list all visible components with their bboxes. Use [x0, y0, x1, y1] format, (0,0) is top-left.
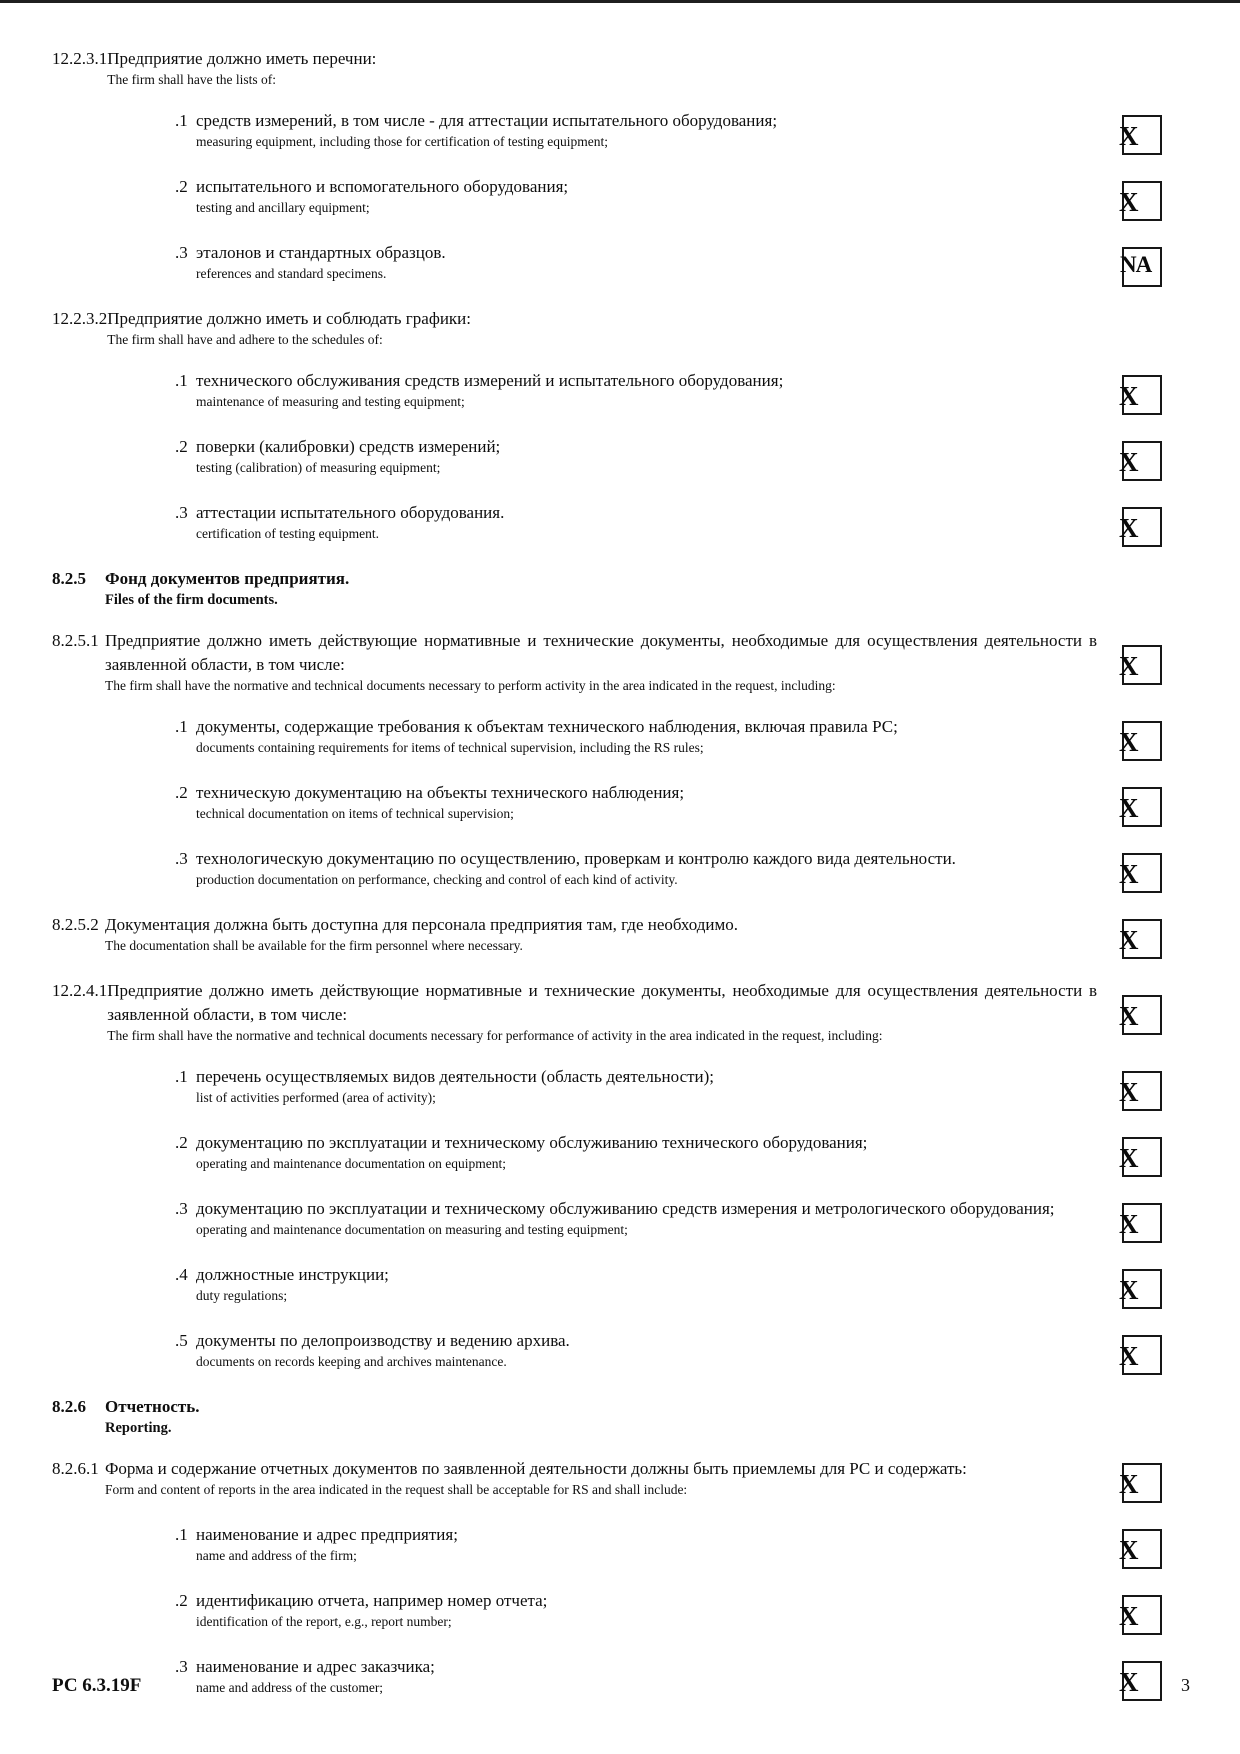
checkbox-mark: X: [1119, 793, 1138, 823]
clause-text-english: maintenance of measuring and testing equipment;: [196, 394, 465, 409]
checkbox-mark: X: [1119, 187, 1138, 217]
checkbox-mark: X: [1119, 727, 1138, 757]
clause-content: [52, 629, 1097, 695]
clause-text-russian: наименование и адрес предприятия;: [196, 1525, 458, 1544]
clause-text-russian: Документация должна быть доступна для персонала предприятия там, где необходимо.: [105, 915, 739, 934]
clause-texts: [105, 1395, 1097, 1437]
checkbox-column: [1097, 715, 1240, 761]
checklist-row: [52, 369, 1240, 415]
clause-content: [52, 1589, 1097, 1635]
clause-number: .4: [175, 1265, 188, 1284]
checkbox-column: [1097, 1131, 1240, 1177]
checklist-row: [52, 1065, 1240, 1111]
checkbox-column: [1097, 1589, 1240, 1635]
checkbox-column: [1097, 307, 1240, 349]
checkbox-column: [1097, 1329, 1240, 1375]
clause-texts: [105, 913, 1097, 959]
clause-number: 8.2.5.2: [52, 915, 99, 934]
checklist-row: [52, 913, 1240, 959]
clause-text-english: testing (calibration) of measuring equipment;: [196, 460, 441, 475]
clause-text-russian: технологическую документацию по осуществлению, проверкам и контролю каждого вида деятельности.: [196, 849, 956, 868]
checkbox[interactable]: [1119, 919, 1162, 959]
checklist-row: [52, 1457, 1240, 1503]
checkbox-column: [1097, 1065, 1240, 1111]
clause-number: .3: [175, 503, 188, 522]
checkbox[interactable]: [1119, 1071, 1162, 1111]
clause-texts: [105, 567, 1097, 609]
checkbox-mark: X: [1119, 651, 1138, 681]
checkbox-column: [1097, 979, 1240, 1045]
clause-texts: [107, 307, 1097, 349]
checkbox-mark: X: [1119, 447, 1138, 477]
clause-texts: [196, 1197, 1097, 1243]
checkbox-mark: X: [1119, 1341, 1138, 1371]
checkbox-column: [1097, 567, 1240, 609]
clause-content: [52, 1395, 1097, 1437]
checkbox[interactable]: [1119, 853, 1162, 893]
checkbox[interactable]: [1119, 1203, 1162, 1243]
clause-number: .2: [175, 437, 188, 456]
checkbox-column: [1097, 435, 1240, 481]
checkbox[interactable]: [1119, 1137, 1162, 1177]
clause-text-russian: Предприятие должно иметь перечни:: [107, 49, 377, 68]
clause-texts: [196, 175, 1097, 221]
checkbox[interactable]: [1119, 1529, 1162, 1569]
clause-text-russian: средств измерений, в том числе - для аттестации испытательного оборудования;: [196, 111, 778, 130]
checkbox[interactable]: [1119, 1595, 1162, 1635]
clause-number: 8.2.5.1: [52, 631, 99, 650]
checkbox-mark: X: [1119, 1667, 1138, 1697]
checklist-row: [52, 1131, 1240, 1177]
clause-text-russian: идентификацию отчета, например номер отчета;: [196, 1591, 548, 1610]
clause-content: [52, 781, 1097, 827]
checklist-row: [52, 567, 1240, 609]
clause-content: [52, 1197, 1097, 1243]
checklist-row: [52, 307, 1240, 349]
clause-texts: [105, 629, 1097, 695]
clause-texts: [196, 1589, 1097, 1635]
clause-number: 8.2.5: [52, 569, 86, 588]
clause-text-english: documents on records keeping and archives maintenance.: [196, 1354, 507, 1369]
clause-text-russian: документацию по эксплуатации и техническому обслуживанию технического оборудования;: [196, 1133, 868, 1152]
checkbox[interactable]: [1119, 645, 1162, 685]
checkbox-column: [1097, 109, 1240, 155]
clause-number: 12.2.4.1: [52, 981, 108, 1000]
clause-texts: [105, 1457, 1097, 1503]
clause-texts: [196, 369, 1097, 415]
checklist-row: [52, 1197, 1240, 1243]
clause-text-english: The firm shall have the normative and technical documents necessary for performance of activity in the area indicated in the request, including:: [107, 1028, 883, 1043]
clause-text-english: production documentation on performance, checking and control of each kind of activity.: [196, 872, 678, 887]
checkbox[interactable]: [1119, 507, 1162, 547]
clause-content: [52, 109, 1097, 155]
clause-content: [52, 501, 1097, 547]
checkbox-column: [1097, 1523, 1240, 1569]
checklist-row: [52, 109, 1240, 155]
clause-texts: [196, 1131, 1097, 1177]
checkbox-column: [1097, 629, 1240, 695]
clause-text-english: testing and ancillary equipment;: [196, 200, 370, 215]
page-footer: [52, 1675, 1190, 1697]
checkbox-column: [1097, 1263, 1240, 1309]
clause-text-english: operating and maintenance documentation on equipment;: [196, 1156, 507, 1171]
clause-content: [52, 47, 1097, 89]
clause-text-english: references and standard specimens.: [196, 266, 387, 281]
checklist-body: [52, 47, 1240, 1701]
clause-content: [52, 847, 1097, 893]
clause-number: .2: [175, 177, 188, 196]
checklist-row: [52, 47, 1240, 89]
clause-texts: [196, 1523, 1097, 1569]
clause-content: [52, 241, 1097, 287]
checkbox-mark: X: [1119, 381, 1138, 411]
clause-texts: [107, 47, 1097, 89]
checkbox-mark: X: [1119, 1077, 1138, 1107]
clause-text-english: duty regulations;: [196, 1288, 288, 1303]
clause-content: [52, 1263, 1097, 1309]
clause-text-english: technical documentation on items of technical supervision;: [196, 806, 514, 821]
clause-number: .2: [175, 1591, 188, 1610]
checkbox[interactable]: [1119, 1335, 1162, 1375]
clause-text-english: name and address of the customer;: [196, 1680, 384, 1695]
clause-number: .1: [175, 111, 188, 130]
clause-text-english: The firm shall have the lists of:: [107, 72, 276, 87]
clause-content: [52, 567, 1097, 609]
checklist-row: [52, 1523, 1240, 1569]
clause-number: .1: [175, 717, 188, 736]
clause-text-russian: должностные инструкции;: [196, 1265, 389, 1284]
clause-number: .2: [175, 1133, 188, 1152]
clause-text-russian: документы, содержащие требования к объектам технического наблюдения, включая правила РС;: [196, 717, 898, 736]
clause-number: 12.2.3.1: [52, 49, 108, 68]
checkbox[interactable]: [1119, 995, 1162, 1035]
clause-content: [52, 307, 1097, 349]
checkbox[interactable]: [1119, 1269, 1162, 1309]
clause-text-english: The documentation shall be available for the firm personnel where necessary.: [105, 938, 523, 953]
checkbox[interactable]: [1119, 721, 1162, 761]
clause-text-russian: документацию по эксплуатации и техническому обслуживанию средств измерения и метрологического оборудования;: [196, 1199, 1055, 1218]
checklist-row: [52, 1395, 1240, 1437]
clause-text-english: Files of the firm documents.: [105, 592, 278, 608]
clause-content: [52, 1523, 1097, 1569]
clause-text-russian: Предприятие должно иметь действующие нормативные и технические документы, необходимые для осуществления деятельности в заявленной области, в том числе:: [105, 631, 1097, 674]
checkbox-column: [1097, 175, 1240, 221]
clause-text-english: operating and maintenance documentation on measuring and testing equipment;: [196, 1222, 628, 1237]
checkbox-column: [1097, 913, 1240, 959]
checkbox-column: [1097, 1457, 1240, 1503]
clause-texts: [196, 1065, 1097, 1111]
clause-content: [52, 1457, 1097, 1503]
clause-number: .3: [175, 243, 188, 262]
clause-text-english: name and address of the firm;: [196, 1548, 357, 1563]
clause-number: .1: [175, 1067, 188, 1086]
checklist-row: [52, 847, 1240, 893]
checkbox-mark: NA: [1120, 252, 1152, 277]
clause-text-russian: Отчетность.: [105, 1397, 200, 1416]
checkbox[interactable]: [1119, 441, 1162, 481]
checkbox-mark: X: [1119, 859, 1138, 889]
checkbox-mark: X: [1119, 1601, 1138, 1631]
clause-text-english: Form and content of reports in the area indicated in the request shall be acceptable for RS and shall include:: [105, 1482, 688, 1497]
clause-texts: [196, 109, 1097, 155]
checkbox-mark: X: [1119, 1275, 1138, 1305]
clause-text-english: list of activities performed (area of activity);: [196, 1090, 436, 1105]
clause-text-russian: эталонов и стандартных образцов.: [196, 243, 446, 262]
clause-texts: [107, 979, 1097, 1045]
clause-texts: [196, 1263, 1097, 1309]
clause-number: .3: [175, 849, 188, 868]
checkbox-column: [1097, 847, 1240, 893]
clause-number: .1: [175, 1525, 188, 1544]
clause-number: .3: [175, 1657, 188, 1676]
clause-content: [52, 369, 1097, 415]
clause-text-russian: техническую документацию на объекты технического наблюдения;: [196, 783, 685, 802]
checklist-row: [52, 1589, 1240, 1635]
checklist-row: [52, 1329, 1240, 1375]
checklist-row: [52, 175, 1240, 221]
clause-content: [52, 715, 1097, 761]
checkbox-column: [1097, 1395, 1240, 1437]
checkbox-column: [1097, 781, 1240, 827]
clause-text-russian: документы по делопроизводству и ведению архива.: [196, 1331, 570, 1350]
checkbox[interactable]: [1119, 1463, 1162, 1503]
clause-text-russian: Предприятие должно иметь действующие нормативные и технические документы, необходимые для осуществления деятельности в заявленной области, в том числе:: [107, 981, 1097, 1024]
clause-text-russian: Форма и содержание отчетных документов по заявленной деятельности должны быть приемлемы для РС и содержать:: [105, 1459, 967, 1478]
clause-text-russian: поверки (калибровки) средств измерений;: [196, 437, 501, 456]
checkbox[interactable]: [1119, 181, 1162, 221]
clause-number: .1: [175, 371, 188, 390]
page-number: 3: [1181, 1675, 1190, 1695]
clause-texts: [196, 715, 1097, 761]
document-page: [0, 3, 1240, 1754]
checkbox-mark: X: [1119, 925, 1138, 955]
checkbox-column: [1097, 1197, 1240, 1243]
clause-texts: [196, 781, 1097, 827]
checkbox-column: [1097, 241, 1240, 287]
clause-texts: [196, 501, 1097, 547]
clause-text-english: Reporting.: [105, 1420, 172, 1436]
clause-texts: [196, 241, 1097, 287]
clause-content: [52, 435, 1097, 481]
checkbox[interactable]: [1119, 375, 1162, 415]
clause-texts: [196, 1329, 1097, 1375]
clause-content: [52, 913, 1097, 959]
clause-text-english: measuring equipment, including those for certification of testing equipment;: [196, 134, 609, 149]
checklist-row: [52, 629, 1240, 695]
clause-texts: [196, 847, 1097, 893]
checkbox-mark: X: [1119, 121, 1138, 151]
checkbox[interactable]: [1122, 247, 1162, 287]
checkbox-column: [1097, 501, 1240, 547]
clause-content: [52, 979, 1097, 1045]
clause-text-english: identification of the report, e.g., report number;: [196, 1614, 452, 1629]
clause-number: .3: [175, 1199, 188, 1218]
clause-text-english: documents containing requirements for items of technical supervision, including the RS rules;: [196, 740, 704, 755]
clause-text-russian: аттестации испытательного оборудования.: [196, 503, 505, 522]
clause-number: 12.2.3.2: [52, 309, 108, 328]
checklist-row: [52, 1263, 1240, 1309]
checklist-row: [52, 241, 1240, 287]
clause-content: [52, 1065, 1097, 1111]
clause-text-russian: перечень осуществляемых видов деятельности (область деятельности);: [196, 1067, 715, 1086]
checkbox-mark: X: [1119, 513, 1138, 543]
clause-content: [52, 175, 1097, 221]
checklist-row: [52, 501, 1240, 547]
clause-number: 8.2.6.1: [52, 1459, 99, 1478]
form-code: РС 6.3.19F: [52, 1675, 142, 1696]
checkbox-mark: X: [1119, 1469, 1138, 1499]
checklist-row: [52, 781, 1240, 827]
clause-text-english: The firm shall have the normative and technical documents necessary to perform activity in the area indicated in the request, including:: [105, 678, 836, 693]
clause-number: 8.2.6: [52, 1397, 86, 1416]
clause-texts: [196, 435, 1097, 481]
clause-text-russian: испытательного и вспомогательного оборудования;: [196, 177, 569, 196]
checklist-row: [52, 435, 1240, 481]
checkbox-column: [1097, 47, 1240, 89]
clause-text-russian: наименование и адрес заказчика;: [196, 1657, 435, 1676]
checkbox[interactable]: [1119, 787, 1162, 827]
clause-text-russian: Предприятие должно иметь и соблюдать графики:: [107, 309, 472, 328]
checkbox-column: [1097, 369, 1240, 415]
clause-content: [52, 1131, 1097, 1177]
checklist-row: [52, 979, 1240, 1045]
clause-text-english: The firm shall have and adhere to the schedules of:: [107, 332, 383, 347]
checklist-row: [52, 715, 1240, 761]
clause-text-english: certification of testing equipment.: [196, 526, 379, 541]
clause-number: .2: [175, 783, 188, 802]
clause-text-russian: Фонд документов предприятия.: [105, 569, 350, 588]
checkbox-mark: X: [1119, 1143, 1138, 1173]
clause-number: .5: [175, 1331, 188, 1350]
checkbox-mark: X: [1119, 1001, 1138, 1031]
clause-content: [52, 1329, 1097, 1375]
checkbox[interactable]: [1119, 115, 1162, 155]
checkbox-mark: X: [1119, 1535, 1138, 1565]
checkbox-mark: X: [1119, 1209, 1138, 1239]
clause-text-russian: технического обслуживания средств измерений и испытательного оборудования;: [196, 371, 784, 390]
